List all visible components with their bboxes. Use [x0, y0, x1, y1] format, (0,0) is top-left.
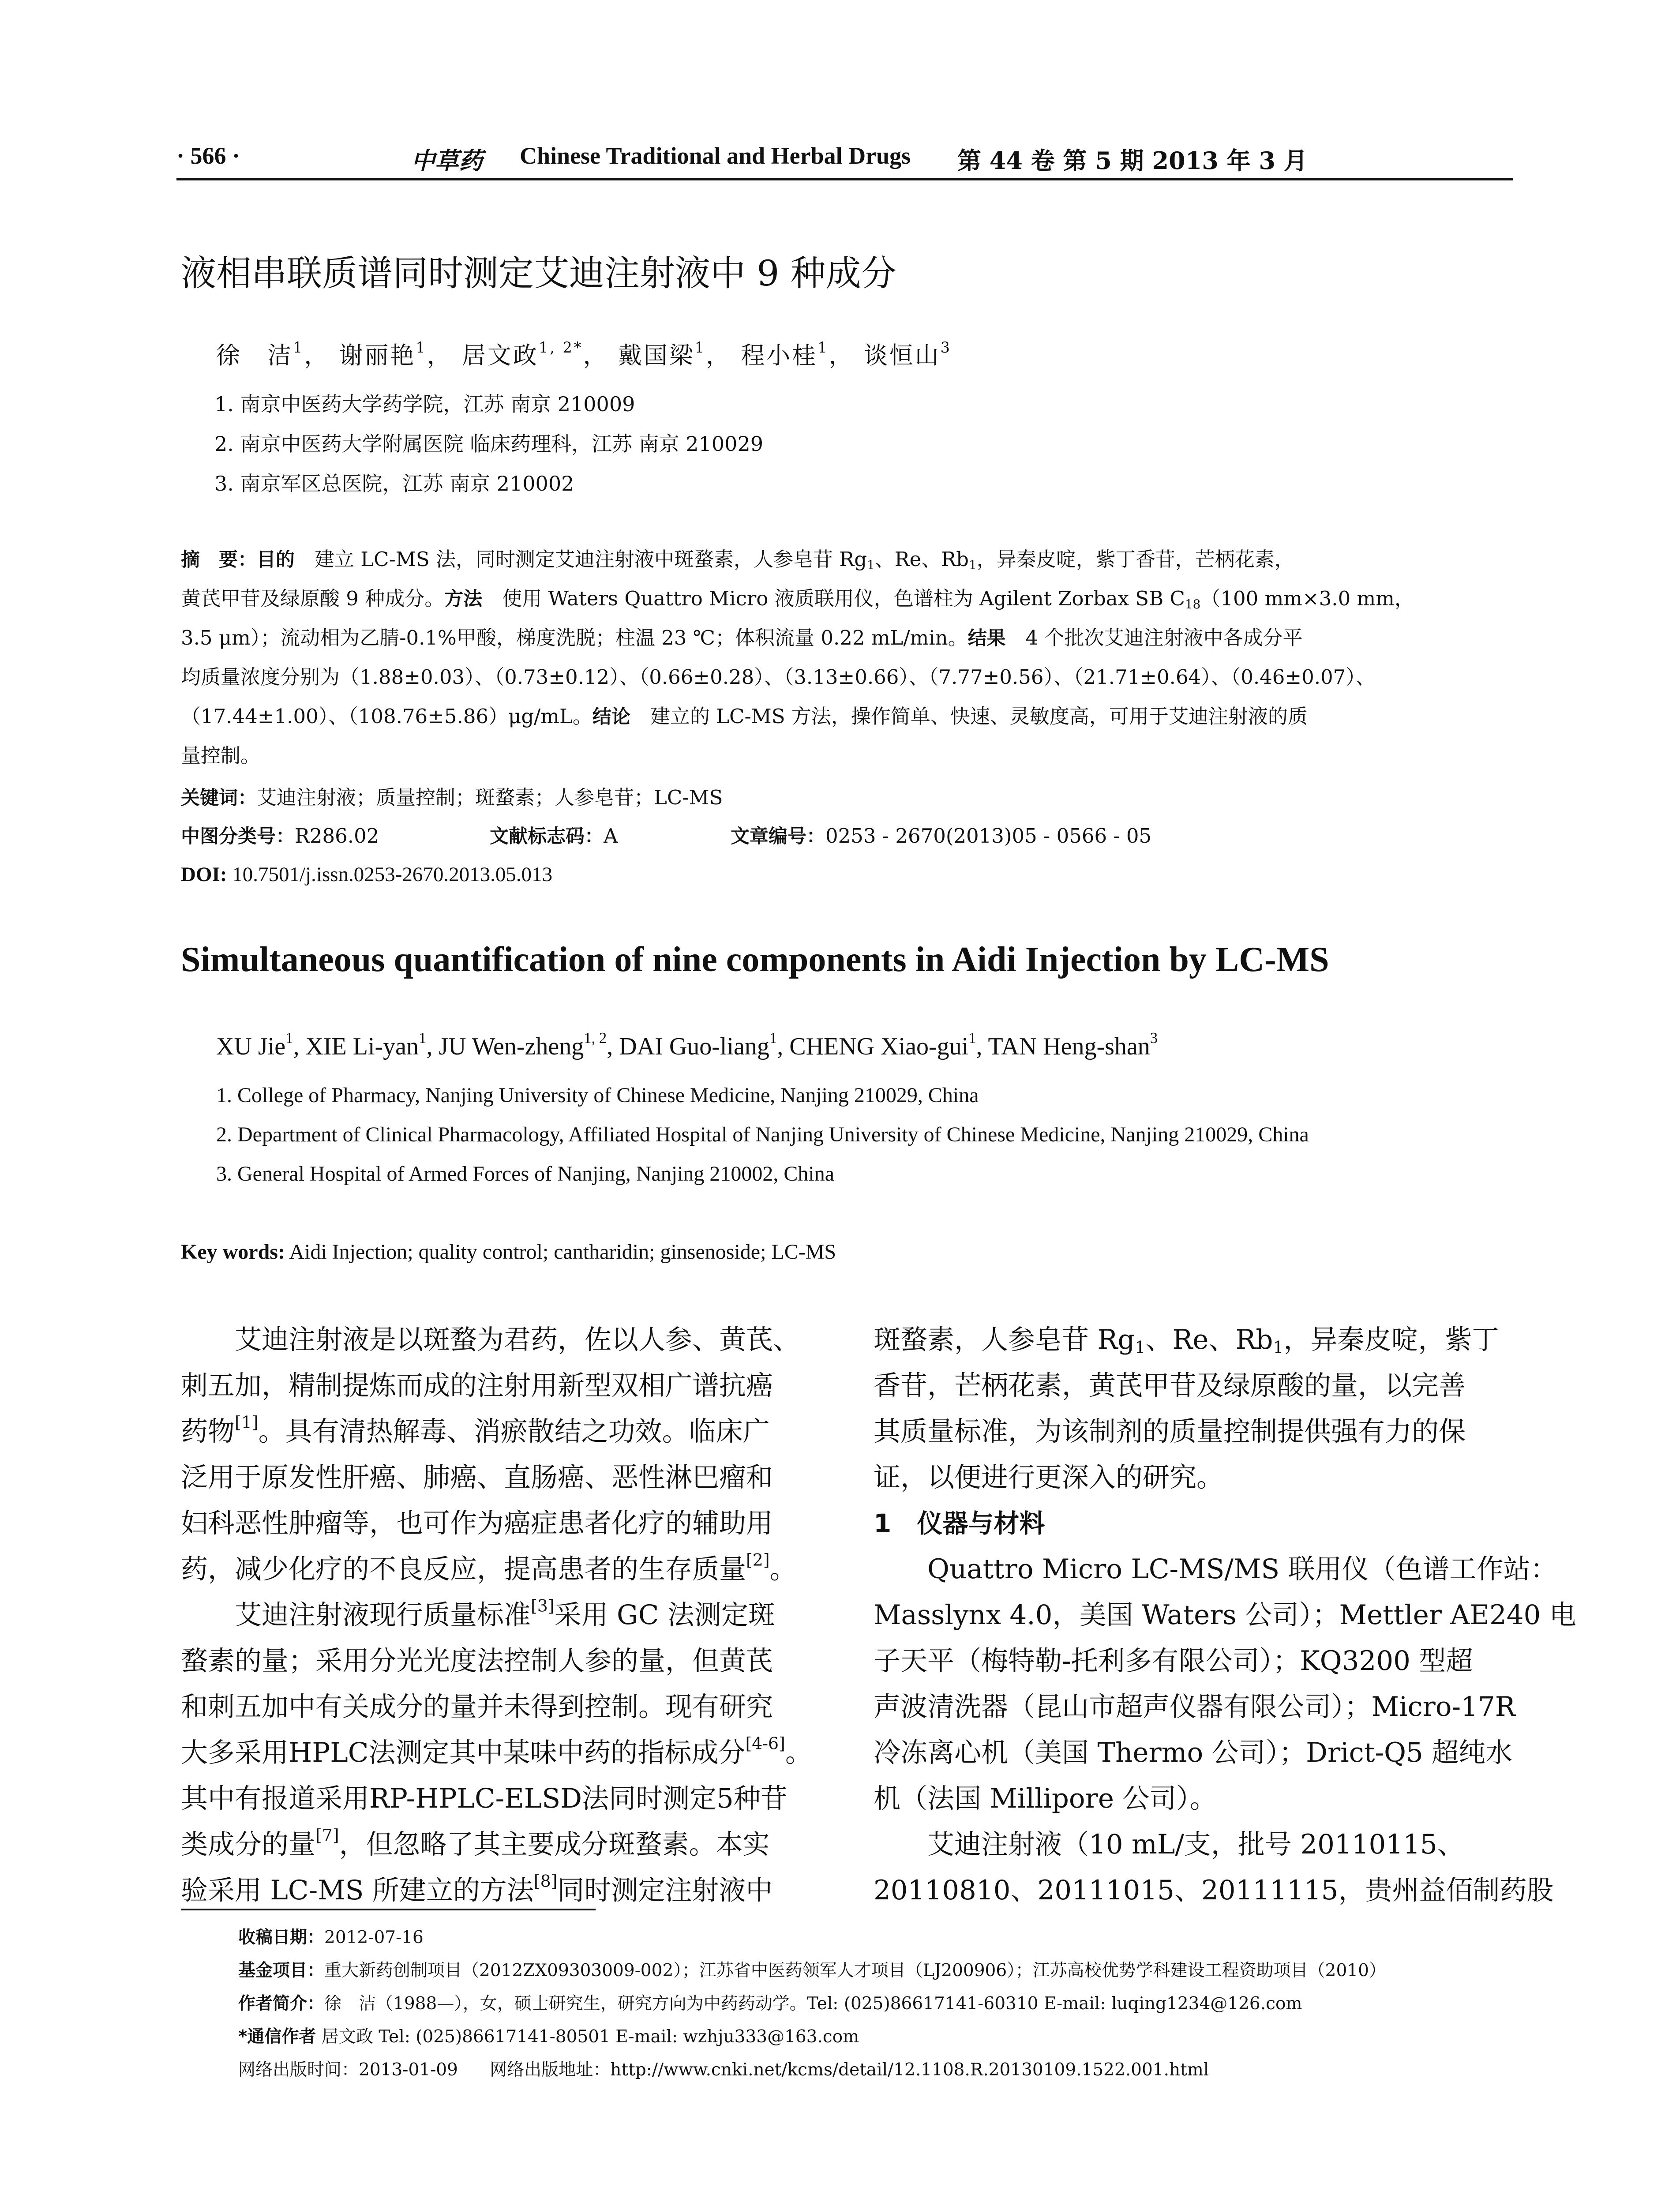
objective-label: 目的 — [257, 549, 295, 571]
results-label: 结果 — [968, 627, 1006, 649]
footnote-label: 收稿日期： — [238, 1928, 325, 1947]
text: 。 — [769, 1553, 797, 1585]
footnote-fund — [238, 1962, 1386, 1979]
body-line: 蝥素的量；采用分光光度法控制人参的量，但黄芪 — [181, 1645, 773, 1677]
abstract-text: 建立 LC-MS 法，同时测定艾迪注射液中斑蝥素，人参皂苷 Rg — [295, 548, 867, 571]
author-name: 居文政 — [461, 341, 539, 369]
abstract-text: （17.44±1.00）、（108.76±5.86）μg/mL。 — [181, 705, 592, 728]
footnote-divider — [181, 1909, 596, 1910]
article-title-cn: 液相串联质谱同时测定艾迪注射液中 9 种成分 — [181, 253, 896, 294]
author-name: XU Jie — [216, 1033, 286, 1060]
body-line — [181, 1592, 821, 1638]
body-line: 证，以便进行更深入的研究。 — [874, 1462, 1224, 1493]
abstract-text: （100 mm×3.0 mm， — [1200, 587, 1414, 610]
article-title-en: Simultaneous quantification of nine components in Aidi Injection by LC-MS — [181, 940, 1329, 979]
body-line: 泛用于原发性肝癌、肺癌、直肠癌、恶性淋巴瘤和 — [181, 1462, 773, 1493]
footnote-label: *通信作者 — [238, 2027, 316, 2047]
abstract-text: 、Re、Rb — [874, 548, 969, 571]
author-name: JU Wen-zheng — [439, 1033, 584, 1060]
author-name: XIE Li-yan — [305, 1033, 419, 1060]
footnote-value: 居文政 Tel: (025)86617141-80501 E-mail: wzhju333@163.com — [316, 2027, 859, 2047]
footnote-received — [238, 1929, 424, 1946]
abstract-text: 黄芪甲苷及绿原酸 9 种成分。 — [181, 587, 445, 610]
text: ，但忽略了其主要成分斑蝥素。本实 — [339, 1829, 770, 1860]
journal-name-en: Chinese Traditional and Herbal Drugs — [520, 143, 911, 169]
footnote-corresponding — [238, 2028, 859, 2045]
author-affiliation-mark: 1 — [769, 1029, 777, 1047]
subscript: 1 — [1135, 1337, 1146, 1357]
footnote-label: 网络出版时间： — [238, 2060, 359, 2080]
affiliation-cn: 2. 南京中医药大学附属医院 临床药理科，江苏 南京 210029 — [214, 432, 763, 456]
text: 斑蝥素，人参皂苷 Rg — [874, 1324, 1135, 1355]
keywords-label-en: Key words: — [181, 1240, 285, 1264]
footnote-label: 基金项目： — [238, 1961, 325, 1981]
author-name: DAI Guo-liang — [619, 1033, 769, 1060]
journal-issue: 第 44 卷 第 5 期 2013 年 3 月 — [957, 146, 1308, 175]
footnote-label: 作者简介： — [238, 1994, 325, 2014]
online-url-link[interactable]: http://www.cnki.net/kcms/detail/12.1108.R.20130109.1522.001.html — [610, 2060, 1209, 2080]
text: 药，减少化疗的不良反应，提高患者的生存质量 — [181, 1553, 746, 1585]
running-header — [176, 142, 1513, 177]
author-affiliation-mark: 1 — [818, 338, 829, 356]
page-number: · 566 · — [176, 143, 240, 169]
body-line — [181, 1868, 821, 1913]
article-no-label: 文章编号： — [731, 825, 825, 848]
body-line: 妇科恶性肿瘤等，也可作为癌症患者化疗的辅助用 — [181, 1508, 773, 1539]
affiliation-en: 3. General Hospital of Armed Forces of Nanjing, Nanjing 210002, China — [216, 1162, 835, 1186]
text: 大多采用HPLC法测定其中某味中药的指标成分 — [181, 1737, 746, 1768]
text: 药物 — [181, 1416, 235, 1447]
text: 。 — [785, 1737, 812, 1768]
author-name: TAN Heng-shan — [988, 1033, 1150, 1060]
classification-line — [181, 826, 1509, 846]
author-affiliation-mark: 1 — [293, 338, 304, 356]
body-line: 子天平（梅特勒-托利多有限公司）；KQ3200 型超 — [874, 1645, 1473, 1677]
body-line: 香苷，芒柄花素，黄芪甲苷及绿原酸的量，以完善 — [874, 1370, 1466, 1401]
article-no-value: 0253 - 2670(2013)05 - 0566 - 05 — [825, 824, 1152, 848]
footnote-value: 2012-07-16 — [324, 1928, 424, 1947]
subscript: 1 — [1273, 1337, 1284, 1357]
author-name: CHENG Xiao-gui — [789, 1033, 969, 1060]
body-line: Masslynx 4.0，美国 Waters 公司）；Mettler AE240 电 — [874, 1599, 1576, 1631]
author-affiliation-mark: 1 — [694, 338, 706, 356]
doc-code-value: A — [604, 824, 618, 848]
clc-label: 中图分类号： — [181, 825, 295, 848]
body-line: 和刺五加中有关成分的量并未得到控制。现有研究 — [181, 1691, 773, 1722]
text: 、Re、Rb — [1145, 1324, 1273, 1355]
text: 类成分的量 — [181, 1829, 316, 1860]
body-line — [874, 1317, 1513, 1363]
footnote-online — [238, 2061, 1209, 2078]
citation: [1] — [235, 1412, 259, 1432]
keywords-cn — [181, 788, 1509, 808]
abstract-text: 均质量浓度分别为（1.88±0.03）、（0.73±0.12）、（0.66±0.28）、（3.13±0.66）、（7.77±0.56）、（21.71±0.64）、（0.46±0.07）、 — [181, 665, 1376, 689]
abstract-text: 量控制。 — [181, 744, 261, 767]
subscript: 1 — [968, 557, 977, 572]
affiliation-cn: 3. 南京军区总医院，江苏 南京 210002 — [214, 472, 574, 495]
text: 同时测定注射液中 — [557, 1875, 773, 1906]
doi-label: DOI: — [181, 863, 227, 886]
conclusion-label: 结论 — [592, 706, 630, 728]
body-line: 其质量标准，为该制剂的质量控制提供强有力的保 — [874, 1416, 1466, 1447]
author-list-en: XU Jie$^1$, XIE Li-yan$^1$, JU Wen-zheng$^{1, 2}$, DAI Guo-liang$^1$, CHENG Xiao-gui$^1$, TAN Heng-shan$^3$ — [216, 1029, 1158, 1060]
body-line: 刺五加，精制提炼而成的注射用新型双相广谱抗癌 — [181, 1370, 773, 1401]
body-line: 其中有报道采用RP-HPLC-ELSD法同时测定5种苷 — [181, 1783, 788, 1814]
author-affiliation-mark: 1, 2 — [584, 1029, 607, 1047]
citation: [2] — [746, 1550, 770, 1570]
abstract-label: 摘 要： — [181, 549, 257, 571]
doi-line — [181, 864, 1509, 885]
affiliation-cn: 1. 南京中医药大学药学院，江苏 南京 210009 — [214, 392, 635, 416]
footnote-author — [238, 1995, 1302, 2012]
body-line: 艾迪注射液是以斑蝥为君药，佐以人参、黄芪、 — [235, 1324, 800, 1355]
footnote-value: 重大新药创制项目（2012ZX09303009-002）；江苏省中医药领军人才项目（LJ200906）；江苏高校优势学科建设工程资助项目（2010） — [324, 1961, 1386, 1981]
author-name: 戴国梁 — [618, 341, 695, 369]
citation: [7] — [315, 1825, 339, 1845]
methods-label: 方法 — [444, 588, 483, 610]
clc-value: R286.02 — [295, 824, 379, 848]
author-affiliation-mark: 1 — [968, 1029, 976, 1047]
subscript: 18 — [1185, 597, 1201, 612]
author-list-cn: 徐 洁$^1$， 谢丽艳$^1$， 居文政$^{1, 2*}$， 戴国梁$^1$， 程小桂$^1$， 谈恒山$^3$ — [216, 338, 952, 369]
author-name: 谈恒山 — [863, 341, 941, 369]
abstract-text: 3.5 μm）；流动相为乙腈-0.1%甲酸，梯度洗脱；柱温 23 ℃；体积流量 0.22 mL/min。 — [181, 626, 968, 649]
body-line: 机（法国 Millipore 公司）。 — [874, 1783, 1217, 1814]
body-column-right — [874, 1317, 1576, 1913]
affiliation-en: 1. College of Pharmacy, Nanjing University of Chinese Medicine, Nanjing 210029, China — [216, 1084, 979, 1107]
body-line — [181, 1409, 821, 1455]
abstract-text: 建立的 LC-MS 方法，操作简单、快速、灵敏度高，可用于艾迪注射液的质 — [630, 705, 1308, 728]
body-line: Quattro Micro LC-MS/MS 联用仪（色谱工作站： — [927, 1553, 1557, 1585]
author-name: 徐 洁 — [216, 341, 293, 369]
author-name: 谢丽艳 — [339, 341, 416, 369]
text: ，异秦皮啶，紫丁 — [1283, 1324, 1499, 1355]
keywords-en — [181, 1240, 836, 1264]
text: 采用 GC 法测定斑 — [554, 1599, 775, 1631]
footnote-value: 徐 洁（1988—），女，硕士研究生，研究方向为中药药动学。Tel: (025)86617141-60310 E-mail: luqing1234@126.com — [324, 1994, 1302, 2014]
author-affiliation-mark: 3 — [940, 338, 952, 356]
abstract-text: 使用 Waters Quattro Micro 液质联用仪，色谱柱为 Agilent Zorbax SB C — [482, 587, 1185, 610]
text: 。具有清热解毒、消瘀散结之功效。临床广 — [258, 1416, 770, 1447]
doi-value: 10.7501/j.issn.0253-2670.2013.05.013 — [227, 863, 553, 886]
keywords-value-en: Aidi Injection; quality control; cantharidin; ginsenoside; LC-MS — [285, 1240, 836, 1264]
keywords-value: 艾迪注射液；质量控制；斑蝥素；人参皂苷；LC-MS — [257, 786, 723, 809]
journal-name-cn: 中草药 — [411, 146, 483, 175]
author-affiliation-mark: 1 — [416, 338, 427, 356]
author-affiliation-mark: 1 — [285, 1029, 293, 1047]
body-line: 艾迪注射液（10 mL/支，批号 20110115、 — [927, 1829, 1464, 1860]
body-line: 20110810、20111015、20111115，贵州益佰制药股 — [874, 1875, 1554, 1906]
header-divider — [176, 178, 1513, 180]
citation: [3] — [531, 1596, 555, 1616]
body-line — [181, 1546, 821, 1592]
abstract-text: 4 个批次艾迪注射液中各成分平 — [1005, 626, 1303, 649]
doc-code-label: 文献标志码： — [490, 825, 604, 848]
keywords-label: 关键词： — [181, 787, 257, 809]
footnote-label: 网络出版地址： — [490, 2060, 611, 2080]
body-line — [181, 1730, 821, 1776]
body-line — [181, 1822, 821, 1868]
author-name: 程小桂 — [741, 341, 818, 369]
body-column-left — [181, 1317, 821, 1913]
citation: [8] — [533, 1871, 558, 1891]
citation: [4-6] — [745, 1733, 785, 1753]
abstract-text: ，异秦皮啶，紫丁香苷，芒柄花素， — [976, 548, 1294, 571]
footnote-value: 2013-01-09 — [359, 2060, 458, 2080]
affiliation-en: 2. Department of Clinical Pharmacology, Affiliated Hospital of Nanjing University of Chinese Medicine, Nanjing 210029, China — [216, 1123, 1309, 1146]
author-affiliation-mark: 1, 2* — [538, 338, 583, 356]
author-affiliation-mark: 1 — [419, 1029, 427, 1047]
body-line: 冷冻离心机（美国 Thermo 公司）；Drict-Q5 超纯水 — [874, 1737, 1513, 1768]
body-line: 声波清洗器（昆山市超声仪器有限公司）；Micro-17R — [874, 1691, 1515, 1722]
section-heading: 1 仪器与材料 — [874, 1508, 1045, 1538]
text: 艾迪注射液现行质量标准 — [235, 1599, 531, 1631]
text: 验采用 LC-MS 所建立的方法 — [181, 1875, 534, 1906]
subscript: 1 — [867, 557, 875, 572]
author-affiliation-mark: 3 — [1150, 1029, 1158, 1047]
